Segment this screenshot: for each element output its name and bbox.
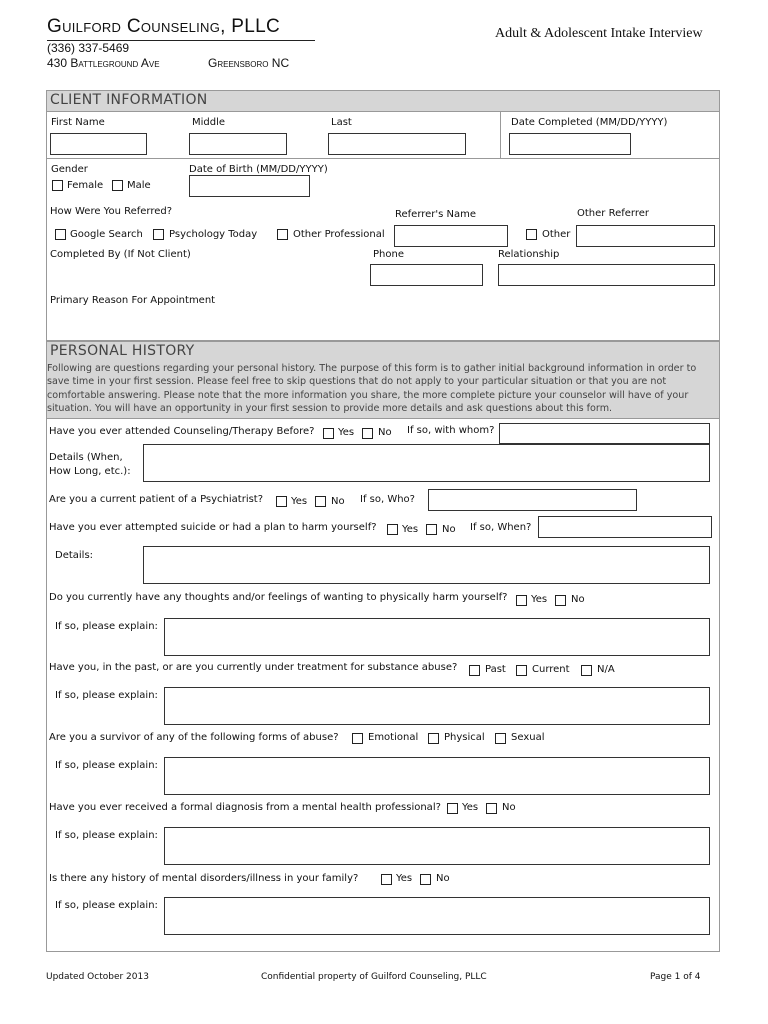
q1-no-label: No (378, 427, 392, 438)
q8-yes-checkbox[interactable] (381, 874, 392, 885)
referrer-name-label: Referrer's Name (395, 209, 477, 220)
q4-no-label: No (571, 594, 585, 605)
client-info-divider (500, 111, 501, 159)
q8-yes-label: Yes (396, 873, 413, 884)
google-search-checkbox[interactable] (55, 229, 66, 240)
q2-who-field[interactable] (428, 489, 637, 511)
q2-yes-checkbox[interactable] (276, 496, 287, 507)
q1-with-whom-label: If so, with whom? (407, 425, 495, 436)
q3-no-label: No (442, 524, 456, 535)
last-name-field[interactable] (328, 133, 466, 155)
q-family-history: Is there any history of mental disorders/illness in your family? (49, 873, 359, 884)
referrer-name-field[interactable] (394, 225, 508, 247)
q-formal-diagnosis: Have you ever received a formal diagnosis from a mental health professional? (49, 802, 441, 813)
q4-yes-label: Yes (531, 594, 548, 605)
q6-emotional-checkbox[interactable] (352, 733, 363, 744)
q2-who-label: If so, Who? (360, 494, 415, 505)
q7-no-label: No (502, 802, 516, 813)
personal-history-intro: Following are questions regarding your personal history. The purpose of this form is to gather initial background information in order to save time in your first session. Please feel free to skip questions that do not apply to your particular situation or that you are not comfortable answering. Please note that the more information you share, the more complete picture your counselor will have of your situation. You will have an opportunity in your first session to provide more details and ask questions about this form. (47, 363, 697, 415)
phone-field[interactable] (370, 264, 483, 286)
q3-no-checkbox[interactable] (426, 524, 437, 535)
q8-no-checkbox[interactable] (420, 874, 431, 885)
q1-yes-checkbox[interactable] (323, 428, 334, 439)
q1-with-whom-field[interactable] (499, 423, 710, 444)
details-when-label-line2: How Long, etc.): (49, 466, 131, 477)
q8-explain-label: If so, please explain: (55, 900, 158, 911)
q-psychiatrist: Are you a current patient of a Psychiatrist? (49, 494, 264, 505)
q7-yes-label: Yes (462, 802, 479, 813)
details-when-label-line1: Details (When, (49, 452, 123, 463)
male-checkbox[interactable] (112, 180, 123, 191)
q6-physical-checkbox[interactable] (428, 733, 439, 744)
q3-yes-checkbox[interactable] (387, 524, 398, 535)
q5-current-checkbox[interactable] (516, 665, 527, 676)
last-name-label: Last (331, 117, 352, 128)
other-professional-checkbox[interactable] (277, 229, 288, 240)
q1-details-field[interactable] (143, 444, 710, 482)
other-professional-label: Other Professional (293, 229, 385, 240)
q8-no-label: No (436, 873, 450, 884)
q4-explain-label: If so, please explain: (55, 621, 158, 632)
relationship-field[interactable] (498, 264, 715, 286)
q5-na-checkbox[interactable] (581, 665, 592, 676)
psychology-today-checkbox[interactable] (153, 229, 164, 240)
completed-by-label: Completed By (If Not Client) (50, 249, 191, 260)
footer-updated: Updated October 2013 (46, 972, 149, 982)
q3-details-label: Details: (55, 550, 94, 561)
q2-no-checkbox[interactable] (315, 496, 326, 507)
relationship-label: Relationship (498, 249, 560, 260)
q6-sexual-label: Sexual (511, 732, 545, 743)
dob-field[interactable] (189, 175, 310, 197)
q-self-harm-thoughts: Do you currently have any thoughts and/or feelings of wanting to physically harm yourself? (49, 592, 508, 603)
female-label: Female (67, 180, 104, 191)
org-street: 430 Battleground Ave (47, 56, 160, 70)
organization-name: Guilford Counseling, PLLC (47, 16, 280, 37)
q7-yes-checkbox[interactable] (447, 803, 458, 814)
first-name-label: First Name (51, 117, 105, 128)
q6-explain-label: If so, please explain: (55, 760, 158, 771)
q6-physical-label: Physical (444, 732, 485, 743)
q6-explain-field[interactable] (164, 757, 710, 795)
q5-past-checkbox[interactable] (469, 665, 480, 676)
q4-explain-field[interactable] (164, 618, 710, 656)
female-checkbox[interactable] (52, 180, 63, 191)
date-completed-field[interactable] (509, 133, 631, 155)
org-city: Greensboro NC (208, 56, 290, 70)
referred-label: How Were You Referred? (50, 206, 173, 217)
q2-yes-label: Yes (291, 496, 308, 507)
q-counseling-before: Have you ever attended Counseling/Therapy Before? (49, 426, 315, 437)
date-completed-label: Date Completed (MM/DD/YYYY) (511, 117, 668, 128)
other-label: Other (542, 229, 571, 240)
other-referrer-label: Other Referrer (577, 208, 649, 219)
q2-no-label: No (331, 496, 345, 507)
google-search-label: Google Search (70, 229, 143, 240)
footer-confidential: Confidential property of Guilford Counseling, PLLC (261, 972, 487, 982)
q4-no-checkbox[interactable] (555, 595, 566, 606)
q5-current-label: Current (532, 664, 570, 675)
q3-details-field[interactable] (143, 546, 710, 584)
org-phone: (336) 337-5469 (47, 41, 130, 55)
other-checkbox[interactable] (526, 229, 537, 240)
q6-emotional-label: Emotional (368, 732, 419, 743)
q7-explain-field[interactable] (164, 827, 710, 865)
q3-yes-label: Yes (402, 524, 419, 535)
q5-past-label: Past (485, 664, 506, 675)
middle-name-field[interactable] (189, 133, 287, 155)
q-suicide-attempt: Have you ever attempted suicide or had a plan to harm yourself? (49, 522, 377, 533)
q3-when-field[interactable] (538, 516, 712, 538)
q1-no-checkbox[interactable] (362, 428, 373, 439)
q-substance-abuse: Have you, in the past, or are you currently under treatment for substance abuse? (49, 662, 458, 673)
q5-na-label: N/A (597, 664, 615, 675)
primary-reason-label: Primary Reason For Appointment (50, 295, 216, 306)
footer-page-number: Page 1 of 4 (650, 972, 701, 982)
client-info-row-rule (46, 158, 720, 159)
q1-yes-label: Yes (338, 427, 355, 438)
client-info-heading: CLIENT INFORMATION (50, 92, 208, 108)
psychology-today-label: Psychology Today (169, 229, 258, 240)
q4-yes-checkbox[interactable] (516, 595, 527, 606)
first-name-field[interactable] (50, 133, 147, 155)
phone-label: Phone (373, 249, 404, 260)
gender-label: Gender (51, 164, 88, 175)
dob-label: Date of Birth (MM/DD/YYYY) (189, 164, 328, 175)
personal-history-heading: PERSONAL HISTORY (50, 343, 195, 359)
middle-name-label: Middle (192, 117, 226, 128)
q6-sexual-checkbox[interactable] (495, 733, 506, 744)
q7-explain-label: If so, please explain: (55, 830, 158, 841)
client-info-header (46, 90, 720, 112)
q5-explain-field[interactable] (164, 687, 710, 725)
male-label: Male (127, 180, 151, 191)
q7-no-checkbox[interactable] (486, 803, 497, 814)
other-referrer-field[interactable] (576, 225, 715, 247)
q-abuse-survivor: Are you a survivor of any of the following forms of abuse? (49, 732, 339, 743)
q3-when-label: If so, When? (470, 522, 532, 533)
q8-explain-field[interactable] (164, 897, 710, 935)
q5-explain-label: If so, please explain: (55, 690, 158, 701)
form-title: Adult & Adolescent Intake Interview (495, 26, 703, 41)
